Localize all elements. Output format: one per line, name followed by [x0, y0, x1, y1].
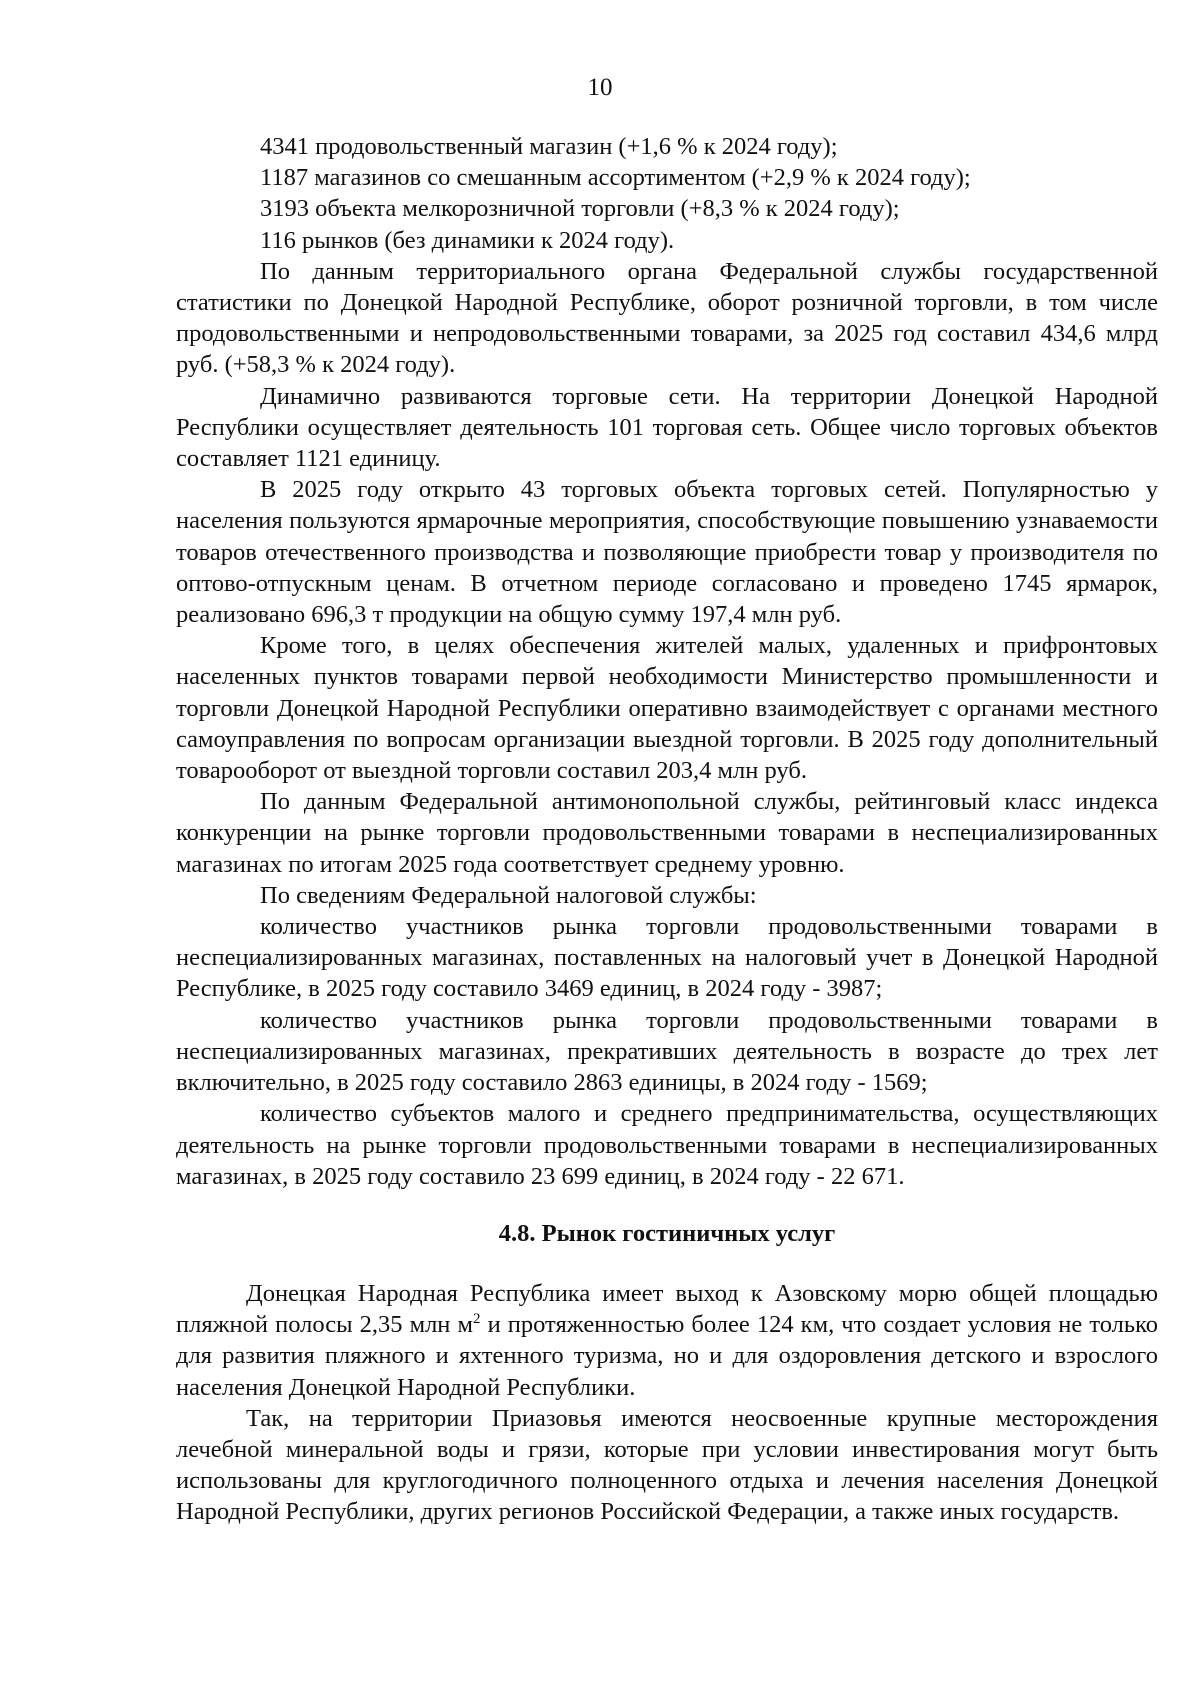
page-number: 10 — [587, 74, 613, 101]
paragraph-fairs: В 2025 году открыто 43 торговых объекта торговых сетей. Популярностью у населения пользуются ярмарочные мероприятия, способствующие повышению узнаваемости товаров отечественного производства и позволяющие приобрести товар у производителя по оптово-отпускным ценам. В отчетном периоде согласовано и проведено 1745 ярмарок, реализовано 696,3 т продукции на общую сумму 197,4 млн руб. — [176, 476, 1158, 629]
list-item: 3193 объекта мелкорозничной торговли (+8,3 % к 2024 году); — [260, 195, 900, 223]
paragraph-tax-service-intro: По сведениям Федеральной налоговой службы: — [260, 881, 757, 909]
paragraph-competition-index: По данным Федеральной антимонопольной службы, рейтинговый класс индекса конкуренции на рынке торговли продовольственными товарами в неспециализированных магазинах по итогам 2025 года соответствует среднему уровню. — [176, 788, 1158, 878]
paragraph-mobile-trade: Кроме того, в целях обеспечения жителей малых, удаленных и прифронтовых населенных пунктов товарами первой необходимости Министерство промышленности и торговли Донецкой Народной Республики оперативно взаимодействует с органами местного самоуправления по вопросам организации выездной торговли. В 2025 году дополнительный товарооборот от выездной торговли составил 203,4 млн руб. — [176, 632, 1158, 785]
paragraph-azov-coast — [176, 1278, 1158, 1403]
paragraph-azov-coast-text-end: и протяженностью более 124 км, что создает условия не только для развития пляжного и яхтенного туризма, но и для оздоровления детского и взрослого населения Донецкой Народной Республики. — [176, 1311, 1158, 1401]
paragraph-azov-coast-text-start: Донецкая Народная Республика имеет выход к Азовскому морю общей площадью пляжной полосы 2,35 млн м — [176, 1279, 1158, 1339]
paragraph-priazovye-deposits: Так, на территории Приазовья имеются неосвоенные крупные месторождения лечебной минеральной воды и грязи, которые при условии инвестирования могут быть использованы для круглогодичного полноценного отдыха и лечения населения Донецкой Народной Республики, других регионов Российской Федерации, а также иных государств. — [176, 1404, 1158, 1526]
paragraph-ceased-participants: количество участников рынка торговли продовольственными товарами в неспециализированных магазинах, прекративших деятельность в возрасте до трех лет включительно, в 2025 году составило 2863 единицы, в 2024 году - 1569; — [176, 1006, 1158, 1097]
paragraph-retail-chains: Динамично развиваются торговые сети. На территории Донецкой Народной Республики осуществляет деятельность 101 торговая сеть. Общее число торговых объектов составляет 1121 единицу. — [176, 382, 1158, 473]
superscript-square: 2 — [473, 1310, 481, 1327]
document-body — [176, 131, 1158, 1528]
paragraph-registered-participants: количество участников рынка торговли продовольственными товарами в неспециализированных магазинах, поставленных на налоговый учет в Донецкой Народной Республике, в 2025 году составило 3469 единиц, в 2024 году - 3987; — [176, 913, 1158, 1003]
paragraph-sme-count: количество субъектов малого и среднего предпринимательства, осуществляющих деятельность на рынке торговли продовольственными товарами в неспециализированных магазинах, в 2025 году составило 23 699 единиц, в 2024 году - 22 671. — [176, 1100, 1158, 1190]
list-item: 1187 магазинов со смешанным ассортиментом (+2,9 % к 2024 году); — [260, 164, 971, 192]
section-heading: 4.8. Рынок гостиничных услуг — [498, 1219, 836, 1247]
list-item: 4341 продовольственный магазин (+1,6 % к 2024 году); — [260, 133, 838, 160]
paragraph-retail-turnover: По данным территориального органа Федеральной службы государственной статистики по Донецкой Народной Республике, оборот розничной торговли, в том числе продовольственными и непродовольственными товарами, за 2025 год составил 434,6 млрд руб. (+58,3 % к 2024 году). — [176, 257, 1158, 379]
list-item: 116 рынков (без динамики к 2024 году). — [260, 226, 675, 254]
